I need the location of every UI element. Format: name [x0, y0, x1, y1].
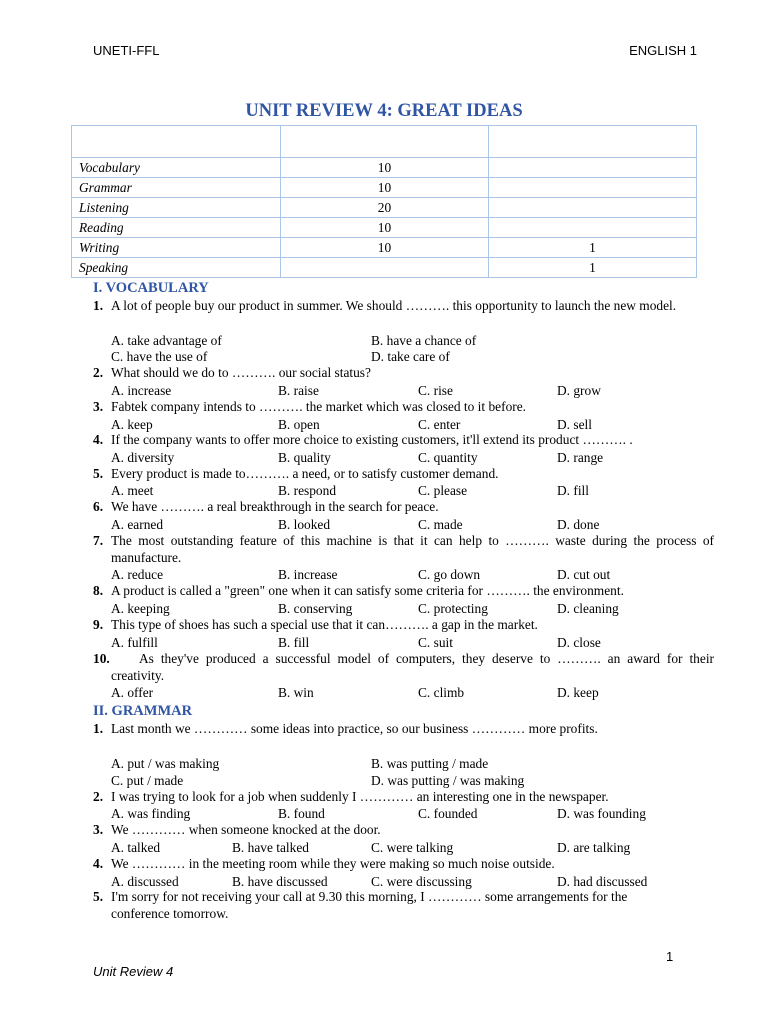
score-cell: [281, 258, 489, 278]
option-d: D. grow: [557, 383, 601, 398]
question-number: 6.: [93, 499, 104, 514]
option-c: C. go down: [418, 567, 481, 582]
question-number: 10.: [93, 651, 110, 666]
option-b: B. found: [278, 806, 325, 821]
question-number: 5.: [93, 889, 104, 904]
question-text: The most outstanding feature of this machine is that it can help to ………. waste during the process of manufacture.: [111, 533, 714, 565]
option-d: D. keep: [557, 685, 599, 700]
option-b: B. quality: [278, 450, 331, 465]
answer-options: [111, 348, 721, 365]
option-d: D. take care of: [371, 349, 450, 364]
option-d: D. cleaning: [557, 601, 619, 616]
extra-cell: [489, 158, 697, 178]
question-text: As they've produced a successful model of computers, they deserve to ………. an award for their creativity.: [111, 651, 714, 683]
question-item: [93, 651, 714, 685]
option-b: B. open: [278, 417, 320, 432]
extra-cell: [489, 178, 697, 198]
question-number: 4.: [93, 432, 104, 447]
header-right: ENGLISH 1: [629, 43, 697, 58]
answer-options: [111, 839, 721, 856]
option-d: D. was putting / was making: [371, 773, 525, 788]
option-d: D. sell: [557, 417, 592, 432]
question-text: We have ………. a real breakthrough in the search for peace.: [111, 499, 439, 514]
answer-options: [111, 873, 721, 890]
question-item: [93, 399, 714, 416]
question-number: 8.: [93, 583, 104, 598]
answer-options: [111, 684, 721, 701]
option-b: B. was putting / made: [371, 756, 489, 771]
option-a: A. take advantage of: [111, 333, 222, 348]
table-header-row: [72, 126, 697, 158]
score-table: [71, 125, 697, 278]
extra-cell: 1: [489, 238, 697, 258]
question-text: A product is called a "green" one when it can satisfy some criteria for ………. the environment.: [111, 583, 624, 598]
option-a: A. meet: [111, 483, 154, 498]
table-row: [72, 198, 697, 218]
answer-options: [111, 416, 721, 433]
answer-options: [111, 755, 721, 772]
extra-cell: [489, 218, 697, 238]
option-b: B. have talked: [232, 840, 309, 855]
option-c: C. quantity: [418, 450, 478, 465]
option-d: D. are talking: [557, 840, 631, 855]
question-item: [93, 499, 714, 516]
option-b: B. have a chance of: [371, 333, 477, 348]
skill-cell: Grammar: [72, 178, 281, 198]
header-left: UNETI-FFL: [93, 43, 160, 58]
option-a: A. was finding: [111, 806, 191, 821]
skill-cell: Reading: [72, 218, 281, 238]
option-b: B. increase: [278, 567, 338, 582]
score-cell: 10: [281, 178, 489, 198]
answer-options: [111, 634, 721, 651]
option-b: B. fill: [278, 635, 310, 650]
option-c: C. climb: [418, 685, 465, 700]
option-c: C. were talking: [371, 840, 454, 855]
question-number: 7.: [93, 533, 104, 548]
section-heading-grammar: II. GRAMMAR: [93, 703, 193, 719]
extra-cell: [489, 198, 697, 218]
option-d: D. was founding: [557, 806, 646, 821]
question-number: 9.: [93, 617, 104, 632]
option-c: C. founded: [418, 806, 478, 821]
option-b: B. looked: [278, 517, 331, 532]
option-c: C. were discussing: [371, 874, 472, 889]
question-text: We ………… when someone knocked at the door.: [111, 822, 381, 837]
question-item: [93, 822, 714, 839]
option-a: A. diversity: [111, 450, 175, 465]
footer-label: Unit Review 4: [93, 964, 174, 979]
question-number: 2.: [93, 789, 104, 804]
answer-options: [111, 382, 721, 399]
table-row: [72, 238, 697, 258]
question-item: [93, 583, 714, 600]
answer-options: [111, 482, 721, 499]
option-c: C. protecting: [418, 601, 488, 616]
question-text: I'm sorry for not receiving your call at 9.30 this morning, I ………… some arrangements for the conference tomorrow.: [111, 889, 628, 921]
option-d: D. range: [557, 450, 604, 465]
question-item: [93, 789, 714, 806]
question-text: We ………… in the meeting room while they were making so much noise outside.: [111, 856, 555, 871]
question-number: 1.: [93, 721, 104, 736]
question-text: Fabtek company intends to ………. the market which was closed to it before.: [111, 399, 527, 414]
option-a: A. earned: [111, 517, 164, 532]
answer-options: [111, 516, 721, 533]
option-c: C. suit: [418, 635, 453, 650]
score-cell: 20: [281, 198, 489, 218]
score-cell: 10: [281, 238, 489, 258]
answer-options: [111, 449, 721, 466]
question-item: [93, 466, 714, 483]
option-d: D. cut out: [557, 567, 611, 582]
skill-cell: Listening: [72, 198, 281, 218]
question-text: If the company wants to offer more choice to existing customers, it'll extend its product ………. .: [111, 432, 633, 447]
option-a: A. keeping: [111, 601, 170, 616]
option-a: A. fulfill: [111, 635, 158, 650]
option-c: C. made: [418, 517, 463, 532]
table-row: [72, 258, 697, 278]
option-a: A. put / was making: [111, 756, 220, 771]
option-d: D. close: [557, 635, 601, 650]
option-b: B. raise: [278, 383, 319, 398]
answer-options: [111, 772, 721, 789]
skill-cell: Writing: [72, 238, 281, 258]
option-d: D. had discussed: [557, 874, 648, 889]
question-number: 4.: [93, 856, 104, 871]
option-d: D. fill: [557, 483, 589, 498]
question-item: [93, 856, 714, 873]
question-text: I was trying to look for a job when suddenly I ………… an interesting one in the newspaper.: [111, 789, 609, 804]
question-item: [93, 298, 714, 315]
option-b: B. conserving: [278, 601, 353, 616]
section-heading-vocabulary: I. VOCABULARY: [93, 280, 209, 296]
option-a: A. reduce: [111, 567, 164, 582]
option-a: A. keep: [111, 417, 153, 432]
skill-cell: Speaking: [72, 258, 281, 278]
option-c: C. put / made: [111, 773, 184, 788]
question-number: 5.: [93, 466, 104, 481]
option-a: A. talked: [111, 840, 161, 855]
question-text: This type of shoes has such a special use that it can………. a gap in the market.: [111, 617, 538, 632]
table-row: [72, 158, 697, 178]
question-item: [93, 617, 714, 634]
option-a: A. offer: [111, 685, 154, 700]
skill-cell: Vocabulary: [72, 158, 281, 178]
question-number: 3.: [93, 822, 104, 837]
question-text: What should we do to ………. our social status?: [111, 365, 371, 380]
table-row: [72, 178, 697, 198]
option-a: A. increase: [111, 383, 172, 398]
question-number: 3.: [93, 399, 104, 414]
page-number: 1: [666, 949, 674, 964]
question-item: [93, 365, 714, 382]
option-d: D. done: [557, 517, 600, 532]
table-row: [72, 218, 697, 238]
answer-options: [111, 805, 721, 822]
question-number: 1.: [93, 298, 104, 313]
question-item: [93, 533, 714, 567]
option-c: C. rise: [418, 383, 453, 398]
answer-options: [111, 600, 721, 617]
answer-options: [111, 332, 721, 349]
answer-options: [111, 566, 721, 583]
option-c: C. enter: [418, 417, 461, 432]
question-text: Last month we ………… some ideas into practice, so our business ………… more profits.: [111, 721, 598, 736]
page-title: UNIT REVIEW 4: GREAT IDEAS: [245, 101, 523, 121]
question-text: Every product is made to………. a need, or to satisfy customer demand.: [111, 466, 499, 481]
option-a: A. discussed: [111, 874, 179, 889]
question-text: A lot of people buy our product in summer. We should ………. this opportunity to launch the new model.: [111, 298, 677, 313]
question-item: [93, 721, 714, 738]
option-b: B. have discussed: [232, 874, 328, 889]
score-cell: 10: [281, 158, 489, 178]
option-b: B. respond: [278, 483, 337, 498]
extra-cell: 1: [489, 258, 697, 278]
option-c: C. have the use of: [111, 349, 208, 364]
option-b: B. win: [278, 685, 314, 700]
question-item: [93, 889, 683, 923]
question-number: 2.: [93, 365, 104, 380]
option-c: C. please: [418, 483, 468, 498]
score-cell: 10: [281, 218, 489, 238]
question-item: [93, 432, 714, 449]
